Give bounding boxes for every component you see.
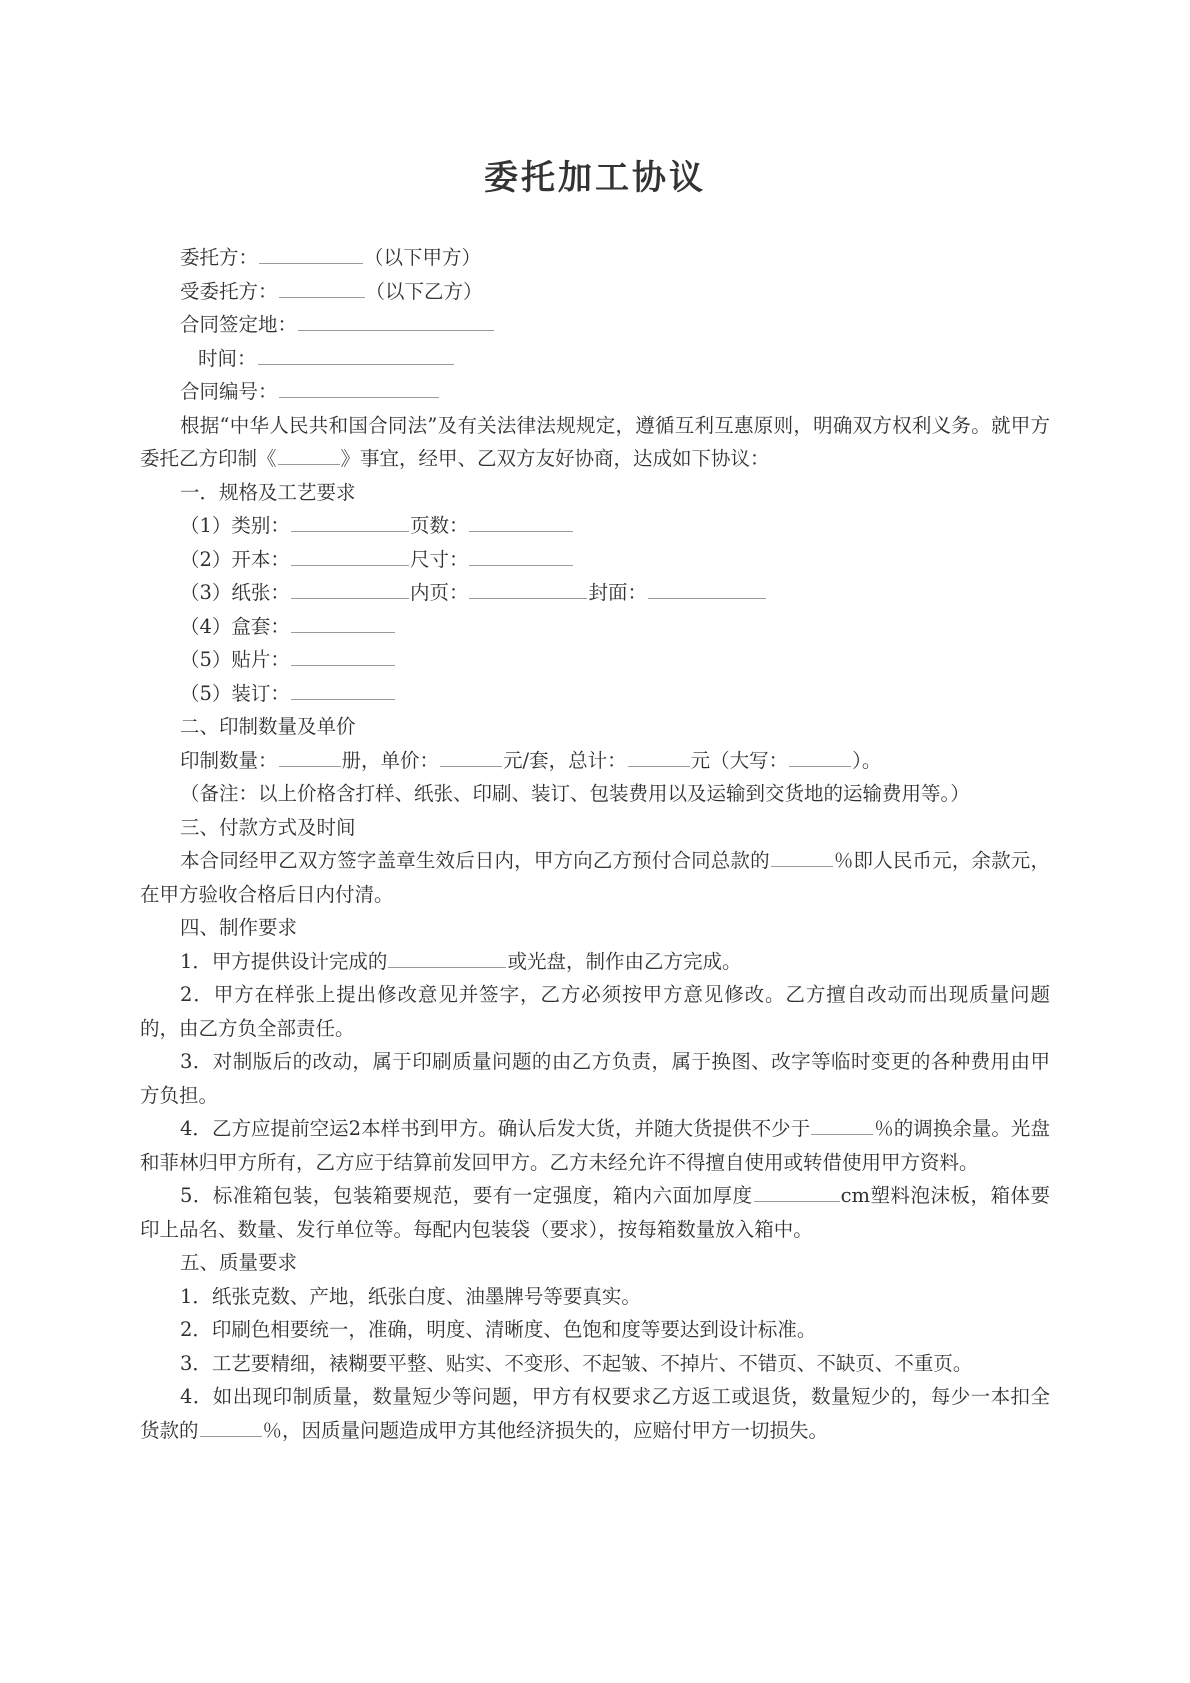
section-heading-3: 三、付款方式及时间 [180, 815, 356, 839]
spec-row-binding [140, 677, 1050, 711]
unit-price-blank[interactable] [440, 747, 502, 767]
spec-number: （1） [180, 514, 232, 537]
item-text: 对制版后的改动，属于印刷质量问题的由乙方负责，属于换图、改字等临时变更的各种费用由甲方负担。 [140, 1050, 1050, 1107]
production-item-2 [140, 978, 1050, 1045]
spec-number: （5） [180, 681, 232, 705]
spec-label-3: 封面： [588, 581, 647, 604]
spec-label-1: 开本： [231, 547, 290, 571]
spec-label-1: 类别： [231, 514, 290, 537]
spec-row-case [140, 610, 1050, 644]
spec-label-2: 内页： [409, 581, 469, 604]
field-row-contract-number [140, 375, 1050, 409]
section-heading-5: 五、质量要求 [180, 1251, 298, 1274]
field-blank[interactable] [279, 378, 439, 398]
item-number: 4． [180, 1385, 213, 1408]
quality-item-4 [140, 1380, 1050, 1447]
field-blank[interactable] [279, 278, 365, 298]
preamble-paragraph [140, 409, 1050, 476]
spec-row-category [140, 509, 1050, 543]
item-blank[interactable] [811, 1115, 873, 1135]
spec-blank-1[interactable] [291, 680, 395, 700]
item-text: 工艺要精细，裱糊要平整、贴实、不变形、不起皱、不掉片、不错页、不缺页、不重页。 [211, 1351, 973, 1375]
item-text-end: cm塑料泡沫板，箱体要印上品名、数量、发行单位等。每配内包装袋（要求），按每箱数量放入箱中。 [140, 1184, 1050, 1241]
quantity-price-row [140, 744, 1050, 778]
field-label: 时间： [198, 346, 257, 370]
item-number: 3． [180, 1351, 212, 1375]
item-number: 2． [180, 1318, 212, 1341]
item-text-end: 或光盘，制作由乙方完成。 [507, 949, 742, 973]
document-body [140, 241, 1050, 1447]
quantity-row-end: ）。 [852, 748, 882, 772]
item-number: 1． [180, 1284, 212, 1308]
payment-text-end: ％即人民币元，余款元，在甲方验收合格后日内付清。 [140, 849, 1050, 906]
payment-percent-blank[interactable] [771, 847, 833, 867]
spec-blank-2[interactable] [469, 579, 587, 599]
spec-label-2: 页数： [409, 514, 469, 537]
item-text-start: 乙方应提前空运2本样书到甲方。确认后发大货，并随大货提供不少于 [211, 1117, 811, 1140]
field-label: 委托方： [180, 246, 259, 269]
item-text-end: ％，因质量问题造成甲方其他经济损失的，应赔付甲方一切损失。 [262, 1418, 829, 1442]
production-item-3 [140, 1045, 1050, 1112]
page-title: 委托加工协议 [484, 158, 706, 198]
field-suffix: （以下乙方） [365, 279, 483, 303]
spec-number: （3） [180, 581, 232, 604]
quality-item-3 [140, 1347, 1050, 1381]
item-text-start: 标准箱包装，包装箱要规范，要有一定强度，箱内六面加厚度 [212, 1184, 753, 1207]
field-label: 受委托方： [180, 279, 278, 303]
item-number: 5． [180, 1184, 213, 1207]
field-row-entrusted-party [140, 275, 1050, 309]
field-blank[interactable] [258, 345, 454, 365]
item-number: 3． [180, 1050, 213, 1073]
quality-item-2 [140, 1313, 1050, 1347]
production-item-4 [140, 1112, 1050, 1179]
item-text-start: 甲方提供设计完成的 [211, 949, 388, 973]
spec-number: （4） [180, 614, 232, 638]
spec-label-2: 尺寸： [409, 547, 469, 571]
spec-number: （2） [180, 547, 232, 571]
item-blank[interactable] [754, 1182, 840, 1202]
production-item-5 [140, 1179, 1050, 1246]
spec-blank-1[interactable] [291, 646, 395, 666]
spec-blank-1[interactable] [291, 512, 409, 532]
field-label: 合同编号： [180, 380, 278, 403]
spec-label-1: 纸张： [231, 581, 290, 604]
total-blank[interactable] [628, 747, 690, 767]
quantity-label: 印制数量： [180, 748, 278, 772]
quantity-blank[interactable] [279, 747, 341, 767]
price-note: （备注：以上价格含打样、纸张、印刷、装订、包装费用以及运输到交货地的运输费用等。） [180, 782, 970, 805]
item-text: 印刷色相要统一，准确，明度、清晰度、色饱和度等要达到设计标准。 [211, 1318, 817, 1341]
payment-paragraph [140, 844, 1050, 911]
field-row-signing-place [140, 308, 1050, 342]
item-text: 纸张克数、产地，纸张白度、油墨牌号等要真实。 [211, 1284, 641, 1308]
field-suffix: （以下甲方） [364, 246, 482, 269]
spec-blank-1[interactable] [291, 579, 409, 599]
uppercase-label: 元（大写： [690, 748, 789, 772]
spec-blank-1[interactable] [291, 613, 395, 633]
section-heading-2: 二、印制数量及单价 [180, 715, 356, 738]
item-text-start: 如出现印制质量，数量短少等问题，甲方有权要求乙方返工或退货，数量短少的，每少一本扣全货款的 [140, 1385, 1050, 1442]
spec-label-1: 盒套： [231, 614, 290, 638]
field-row-time [140, 342, 1050, 376]
item-blank[interactable] [388, 948, 506, 968]
field-blank[interactable] [298, 311, 494, 331]
preamble-blank[interactable] [278, 445, 340, 465]
preamble-text-start: 根据“中华人民共和国合同法”及有关法律法规规定，遵循互利互惠原则，明确双方权利义务。就甲方委托乙方印制《 [140, 413, 1050, 470]
production-item-1 [140, 945, 1050, 979]
item-number: 2． [180, 983, 214, 1006]
field-row-entrusting-party [140, 241, 1050, 275]
field-blank[interactable] [259, 244, 363, 264]
spec-label-1: 装订： [231, 681, 290, 705]
section-heading-1: 一．规格及工艺要求 [180, 480, 356, 504]
payment-text-start: 本合同经甲乙双方签字盖章生效后日内，甲方向乙方预付合同总款的 [180, 849, 770, 872]
item-text-end: ％的调换余量。光盘和菲林归甲方所有，乙方应于结算前发回甲方。乙方未经允许不得擅自使用或转借使用甲方资料。 [140, 1117, 1050, 1174]
field-label: 合同签定地： [180, 313, 298, 336]
spec-number: （5） [180, 648, 232, 671]
item-number: 1． [180, 949, 212, 973]
spec-row-format [140, 543, 1050, 577]
spec-row-patch [140, 643, 1050, 677]
spec-blank-3[interactable] [648, 579, 766, 599]
quality-item-1 [140, 1280, 1050, 1314]
total-label: 元/套，总计： [503, 748, 627, 772]
section-heading-4: 四、制作要求 [180, 916, 298, 939]
spec-row-paper [140, 576, 1050, 610]
spec-blank-2[interactable] [469, 546, 573, 566]
item-number: 4． [180, 1117, 212, 1140]
item-blank[interactable] [200, 1417, 262, 1437]
spec-blank-1[interactable] [291, 546, 409, 566]
preamble-text-end: 》事宜，经甲、乙双方友好协商，达成如下协议： [340, 447, 770, 470]
uppercase-blank[interactable] [789, 747, 851, 767]
spec-label-1: 贴片： [231, 648, 290, 671]
spec-blank-2[interactable] [469, 512, 573, 532]
unit-price-label: 册，单价： [341, 748, 440, 772]
item-text: 甲方在样张上提出修改意见并签字，乙方必须按甲方意见修改。乙方擅自改动而出现质量问题的，由乙方负全部责任。 [140, 983, 1050, 1040]
